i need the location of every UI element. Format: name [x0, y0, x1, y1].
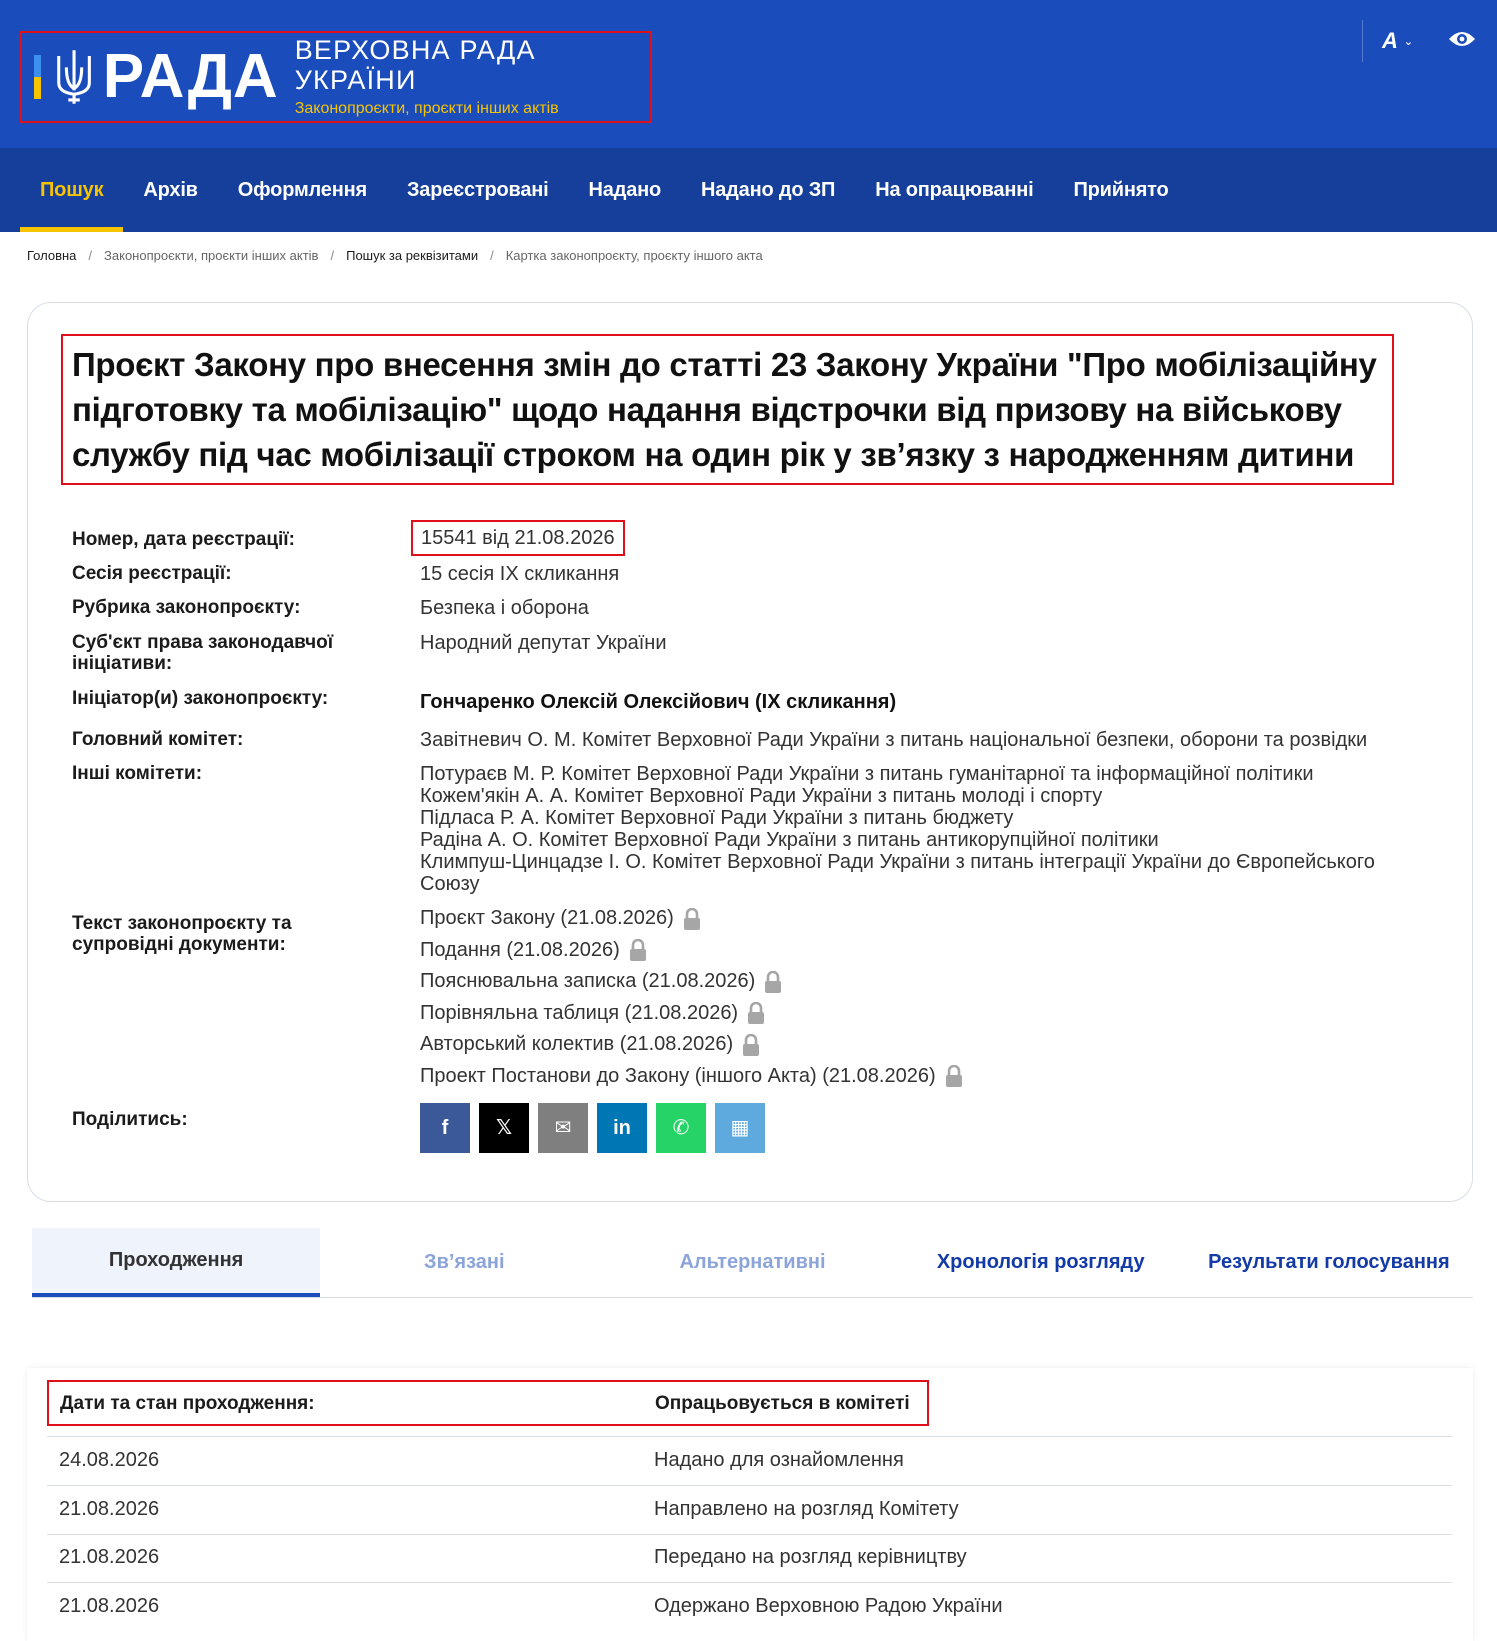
facebook-icon: f — [441, 1117, 449, 1139]
document-link[interactable]: Порівняльна таблиця (21.08.2026) — [420, 1001, 739, 1024]
other-committee-item: Підласа Р. А. Комітет Верховної Ради України з питань бюджету — [420, 807, 1014, 829]
row-date: 21.08.2026 — [59, 1498, 160, 1520]
tab-alternative: Альтернативні — [679, 1251, 826, 1273]
reg-number-value: 15541 від 21.08.2026 — [411, 520, 625, 556]
breadcrumb-search[interactable]: Пошук за реквізитами — [346, 248, 479, 263]
accessibility-tools — [1362, 20, 1497, 62]
bill-title: Проєкт Закону про внесення змін до статті 23 Закону України "Про мобілізаційну підготовку та мобілізацію" щодо надання відстрочки від призову на військову службу під час мобілізації строком на один рік у зв’язку з народженням дитини — [61, 334, 1394, 485]
facebook-share-button[interactable] — [420, 1103, 470, 1153]
main-nav — [0, 148, 1497, 232]
nav-provided[interactable]: Надано — [588, 178, 662, 201]
reg-label: Номер, дата реєстрації: — [72, 529, 295, 550]
table-row — [47, 1486, 1452, 1534]
document-link[interactable]: Проєкт Закону (21.08.2026) — [420, 907, 674, 929]
nav-registered[interactable]: Зареєстровані — [406, 178, 549, 201]
table-row — [47, 1534, 1452, 1582]
nav-adopted[interactable]: Прийнято — [1073, 178, 1169, 201]
initiator-value[interactable]: Гончаренко Олексій Олексійович (IX скликання) — [420, 691, 897, 713]
other-committee-item: Кожем'якін А. А. Комітет Верховної Ради України з питань молоді і спорту — [420, 785, 1103, 807]
whatsapp-icon: ✆ — [672, 1117, 690, 1139]
trident-icon — [53, 45, 95, 109]
bill-tabs — [32, 1228, 1473, 1298]
tab-chronology[interactable]: Хронологія розгляду — [936, 1251, 1145, 1273]
nav-search[interactable]: Пошук — [20, 148, 123, 232]
document-link[interactable]: Подання (21.08.2026) — [420, 938, 620, 961]
lock-icon — [763, 971, 783, 993]
row-date: 21.08.2026 — [59, 1546, 160, 1568]
linkedin-share-button[interactable] — [597, 1103, 647, 1153]
lock-icon — [746, 1002, 766, 1024]
document-link[interactable]: Пояснювальна записка (21.08.2026) — [420, 970, 756, 992]
subject-value: Народний депутат України — [420, 632, 667, 654]
breadcrumb-separator: / — [490, 248, 494, 263]
font-size-button[interactable] — [1382, 28, 1413, 54]
logo-wordmark: РАДА — [102, 42, 279, 111]
table-row — [47, 1583, 1452, 1631]
subject-label: Суб'єкт права законодавчої ініціативи: — [72, 632, 334, 674]
email-icon: ✉ — [554, 1117, 572, 1139]
breadcrumb-bills[interactable]: Законопроєкти, проєкти інших актів — [104, 248, 319, 263]
lock-icon — [944, 1065, 964, 1087]
other-committee-item: Потураєв М. Р. Комітет Верховної Ради України з питань гуманітарної та інформаційної політики — [420, 763, 1314, 785]
site-header — [0, 0, 1497, 148]
document-link[interactable]: Авторський колектив (21.08.2026) — [420, 1033, 734, 1055]
other-committee-item: Климпуш-Цинцадзе І. О. Комітет Верховної Ради України з питань інтеграції України до Європейського Союзу — [420, 851, 1375, 895]
share-label: Поділитись: — [72, 1109, 188, 1130]
nav-archive[interactable]: Архів — [143, 178, 198, 201]
chevron-down-icon: ⌄ — [1403, 35, 1414, 48]
row-status: Передано на розгляд керівництву — [654, 1546, 967, 1568]
other-committees-label: Інші комітети: — [72, 763, 203, 784]
lock-icon — [741, 1034, 761, 1056]
font-size-label: A — [1382, 28, 1398, 53]
rubric-label: Рубрика законопроєкту: — [72, 597, 301, 618]
row-status: Надано для ознайомлення — [654, 1449, 904, 1471]
passage-table — [27, 1368, 1473, 1641]
row-status: Одержано Верховною Радою України — [654, 1595, 1003, 1617]
lock-icon — [628, 939, 648, 961]
bill-card — [27, 302, 1473, 1202]
tab-passage[interactable]: Проходження — [32, 1228, 320, 1297]
breadcrumb-home[interactable]: Головна — [27, 248, 77, 263]
site-title: ВЕРХОВНА РАДА УКРАЇНИ — [294, 35, 536, 95]
other-committees-list — [420, 763, 1430, 895]
main-committee-label: Головний комітет: — [72, 729, 244, 750]
linkedin-icon: in — [613, 1117, 631, 1139]
nav-drafting[interactable]: Оформлення — [237, 178, 367, 201]
flag-icon — [34, 55, 41, 99]
whatsapp-share-button[interactable] — [656, 1103, 706, 1153]
qr-share-button[interactable] — [715, 1103, 765, 1153]
tools-divider — [1362, 20, 1363, 62]
nav-provided-zp[interactable]: Надано до ЗП — [701, 178, 836, 201]
breadcrumb — [27, 248, 763, 263]
share-buttons — [420, 1103, 1430, 1153]
breadcrumb-current: Картка законопроєкту, проєкту іншого акта — [505, 248, 763, 263]
nav-in-processing[interactable]: На опрацюванні — [875, 178, 1034, 201]
row-date: 21.08.2026 — [59, 1595, 160, 1617]
session-label: Сесія реєстрації: — [72, 563, 232, 584]
eye-icon[interactable] — [1448, 28, 1476, 50]
session-value: 15 сесія IX скликання — [420, 563, 620, 585]
other-committee-item: Радіна А. О. Комітет Верховної Ради України з питань антикорупційної політики — [420, 829, 1159, 851]
breadcrumb-separator: / — [88, 248, 93, 263]
breadcrumb-separator: / — [330, 248, 335, 263]
docs-label: Текст законопроєкту та супровідні документи: — [72, 913, 292, 955]
passage-header-dates: Дати та стан проходження: — [60, 1393, 315, 1414]
row-status: Направлено на розгляд Комітету — [654, 1498, 959, 1520]
main-committee-value: Завітневич О. М. Комітет Верховної Ради України з питань національної безпеки, оборони та розвідки — [420, 729, 1368, 751]
x-icon: 𝕏 — [495, 1117, 513, 1139]
tab-voting-results[interactable]: Результати голосування — [1208, 1251, 1450, 1273]
passage-table-header — [47, 1380, 929, 1426]
row-date: 24.08.2026 — [59, 1449, 160, 1471]
table-row — [47, 1437, 1452, 1485]
x-share-button[interactable] — [479, 1103, 529, 1153]
email-share-button[interactable] — [538, 1103, 588, 1153]
site-logo[interactable] — [20, 31, 652, 123]
lock-icon — [682, 908, 702, 930]
documents-list — [420, 903, 1430, 1092]
site-subtitle: Законопроєкти, проєкти інших актів — [294, 99, 559, 117]
tab-related: Зв’язані — [424, 1251, 505, 1273]
document-link[interactable]: Проект Постанови до Закону (іншого Акта) (21.08.2026) — [420, 1064, 936, 1087]
initiator-label: Ініціатор(и) законопроєкту: — [72, 688, 329, 709]
rubric-value: Безпека і оборона — [420, 597, 589, 619]
passage-header-status: Опрацьовується в комітеті — [655, 1393, 910, 1414]
qr-icon: ▦ — [730, 1117, 750, 1139]
